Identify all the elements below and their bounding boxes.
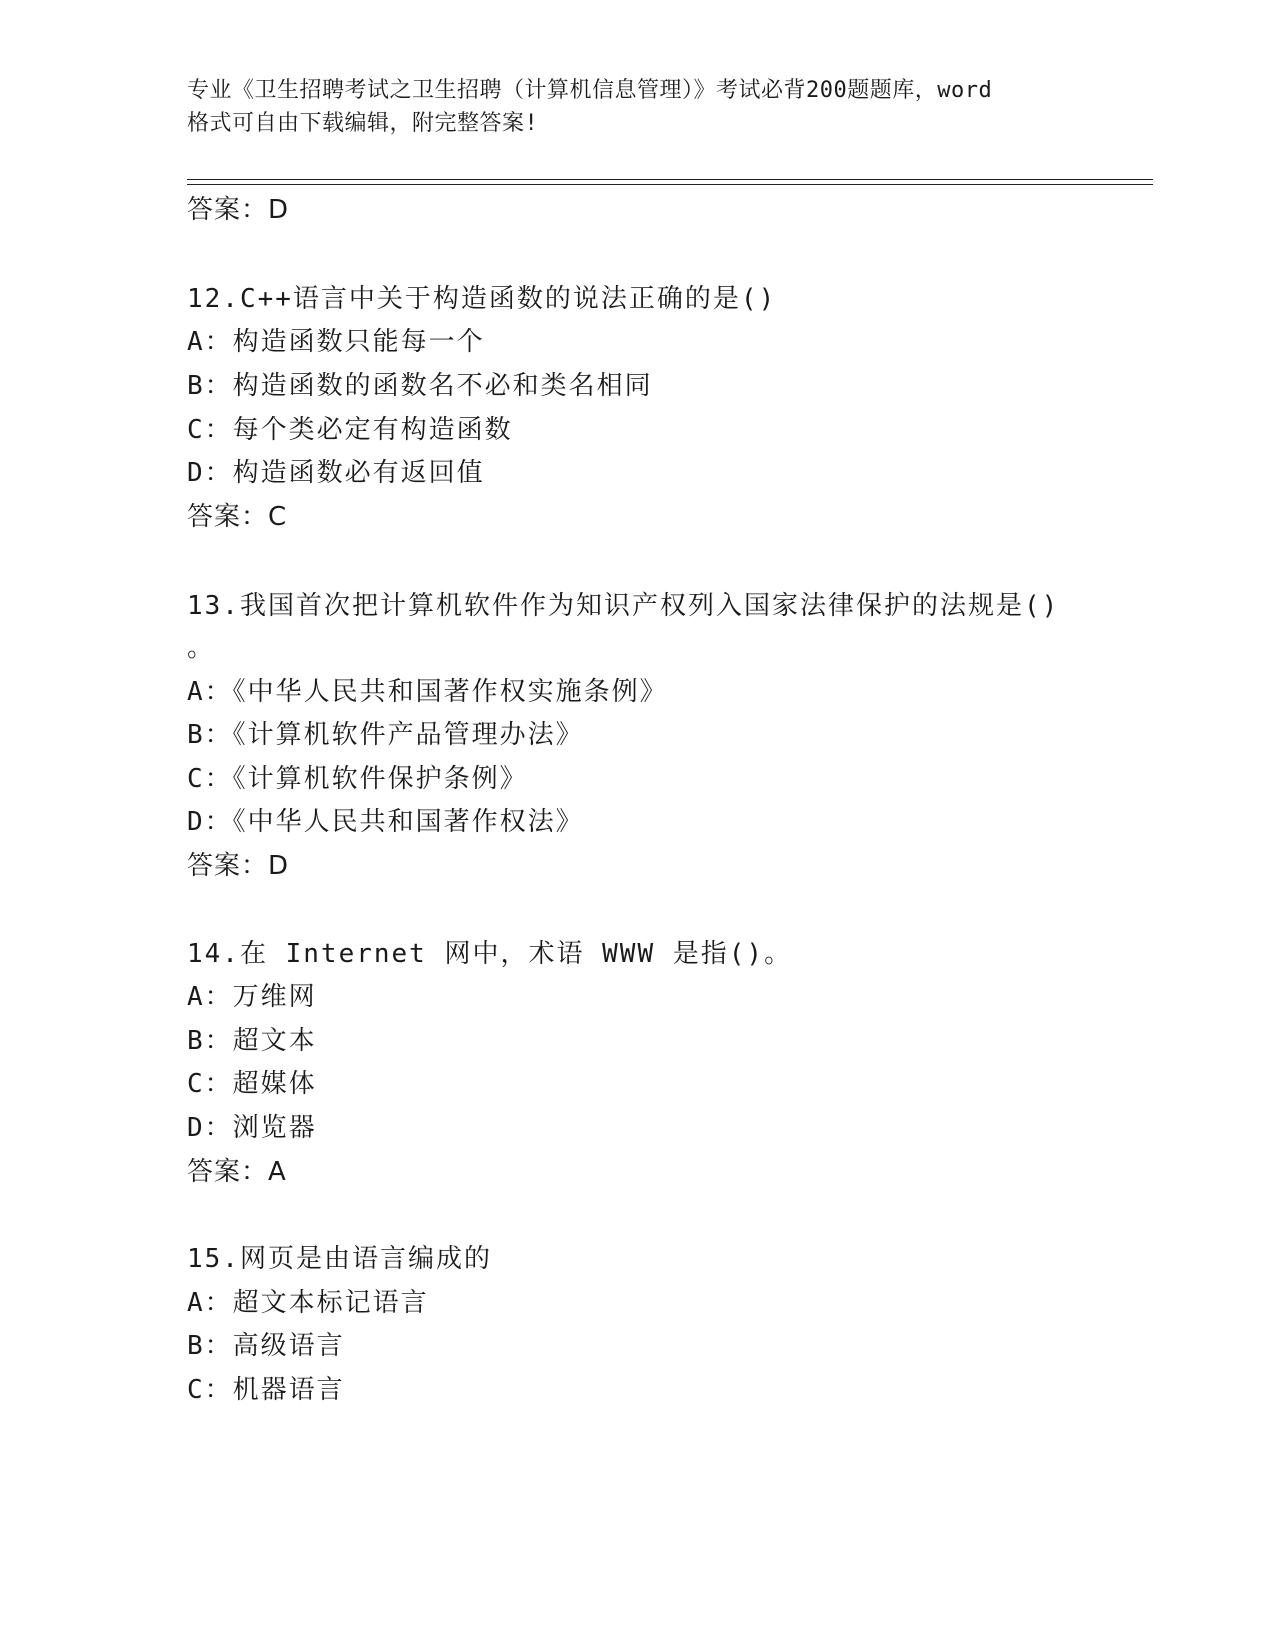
question-13-stem: 13.我国首次把计算机软件作为知识产权列入国家法律保护的法规是(): [187, 591, 1060, 621]
header-divider-top: [187, 179, 1153, 180]
question-14-option-d: D：浏览器: [187, 1113, 317, 1143]
question-13-option-b: B：《计算机软件产品管理办法》: [187, 720, 584, 750]
header-line-2: 格式可自由下载编辑，附完整答案!: [187, 111, 539, 136]
question-13-option-a: A：《中华人民共和国著作权实施条例》: [187, 677, 668, 707]
question-13-stem-continuation: 。: [187, 633, 216, 663]
question-12-stem: 12.C++语言中关于构造函数的说法正确的是(): [187, 284, 777, 314]
question-14-option-a: A：万维网: [187, 982, 317, 1012]
question-12-option-c: C：每个类必定有构造函数: [187, 415, 513, 445]
question-13-option-c: C：《计算机软件保护条例》: [187, 764, 528, 794]
document-header: [187, 74, 1087, 140]
question-15-option-b: B：高级语言: [187, 1331, 345, 1361]
header-line-1: 专业《卫生招聘考试之卫生招聘（计算机信息管理）》考试必背200题题库，word: [187, 78, 993, 103]
answer-q11: 答案：D: [187, 195, 290, 225]
question-14-option-c: C：超媒体: [187, 1069, 317, 1099]
question-13-option-d: D：《中华人民共和国著作权法》: [187, 807, 584, 837]
question-12-option-a: A：构造函数只能每一个: [187, 327, 485, 357]
question-15-option-c: C：机器语言: [187, 1375, 345, 1405]
question-14-option-b: B：超文本: [187, 1026, 317, 1056]
answer-q12: 答案：C: [187, 502, 288, 532]
question-14-stem: 14.在 Internet 网中，术语 WWW 是指()。: [187, 939, 793, 969]
header-divider-bottom: [187, 184, 1153, 185]
question-12-option-d: D：构造函数必有返回值: [187, 458, 485, 488]
answer-q13: 答案：D: [187, 851, 290, 881]
question-12-option-b: B：构造函数的函数名不必和类名相同: [187, 371, 653, 401]
question-15-stem: 15.网页是由语言编成的: [187, 1244, 492, 1274]
question-15-option-a: A：超文本标记语言: [187, 1288, 429, 1318]
answer-q14: 答案：A: [187, 1157, 287, 1187]
